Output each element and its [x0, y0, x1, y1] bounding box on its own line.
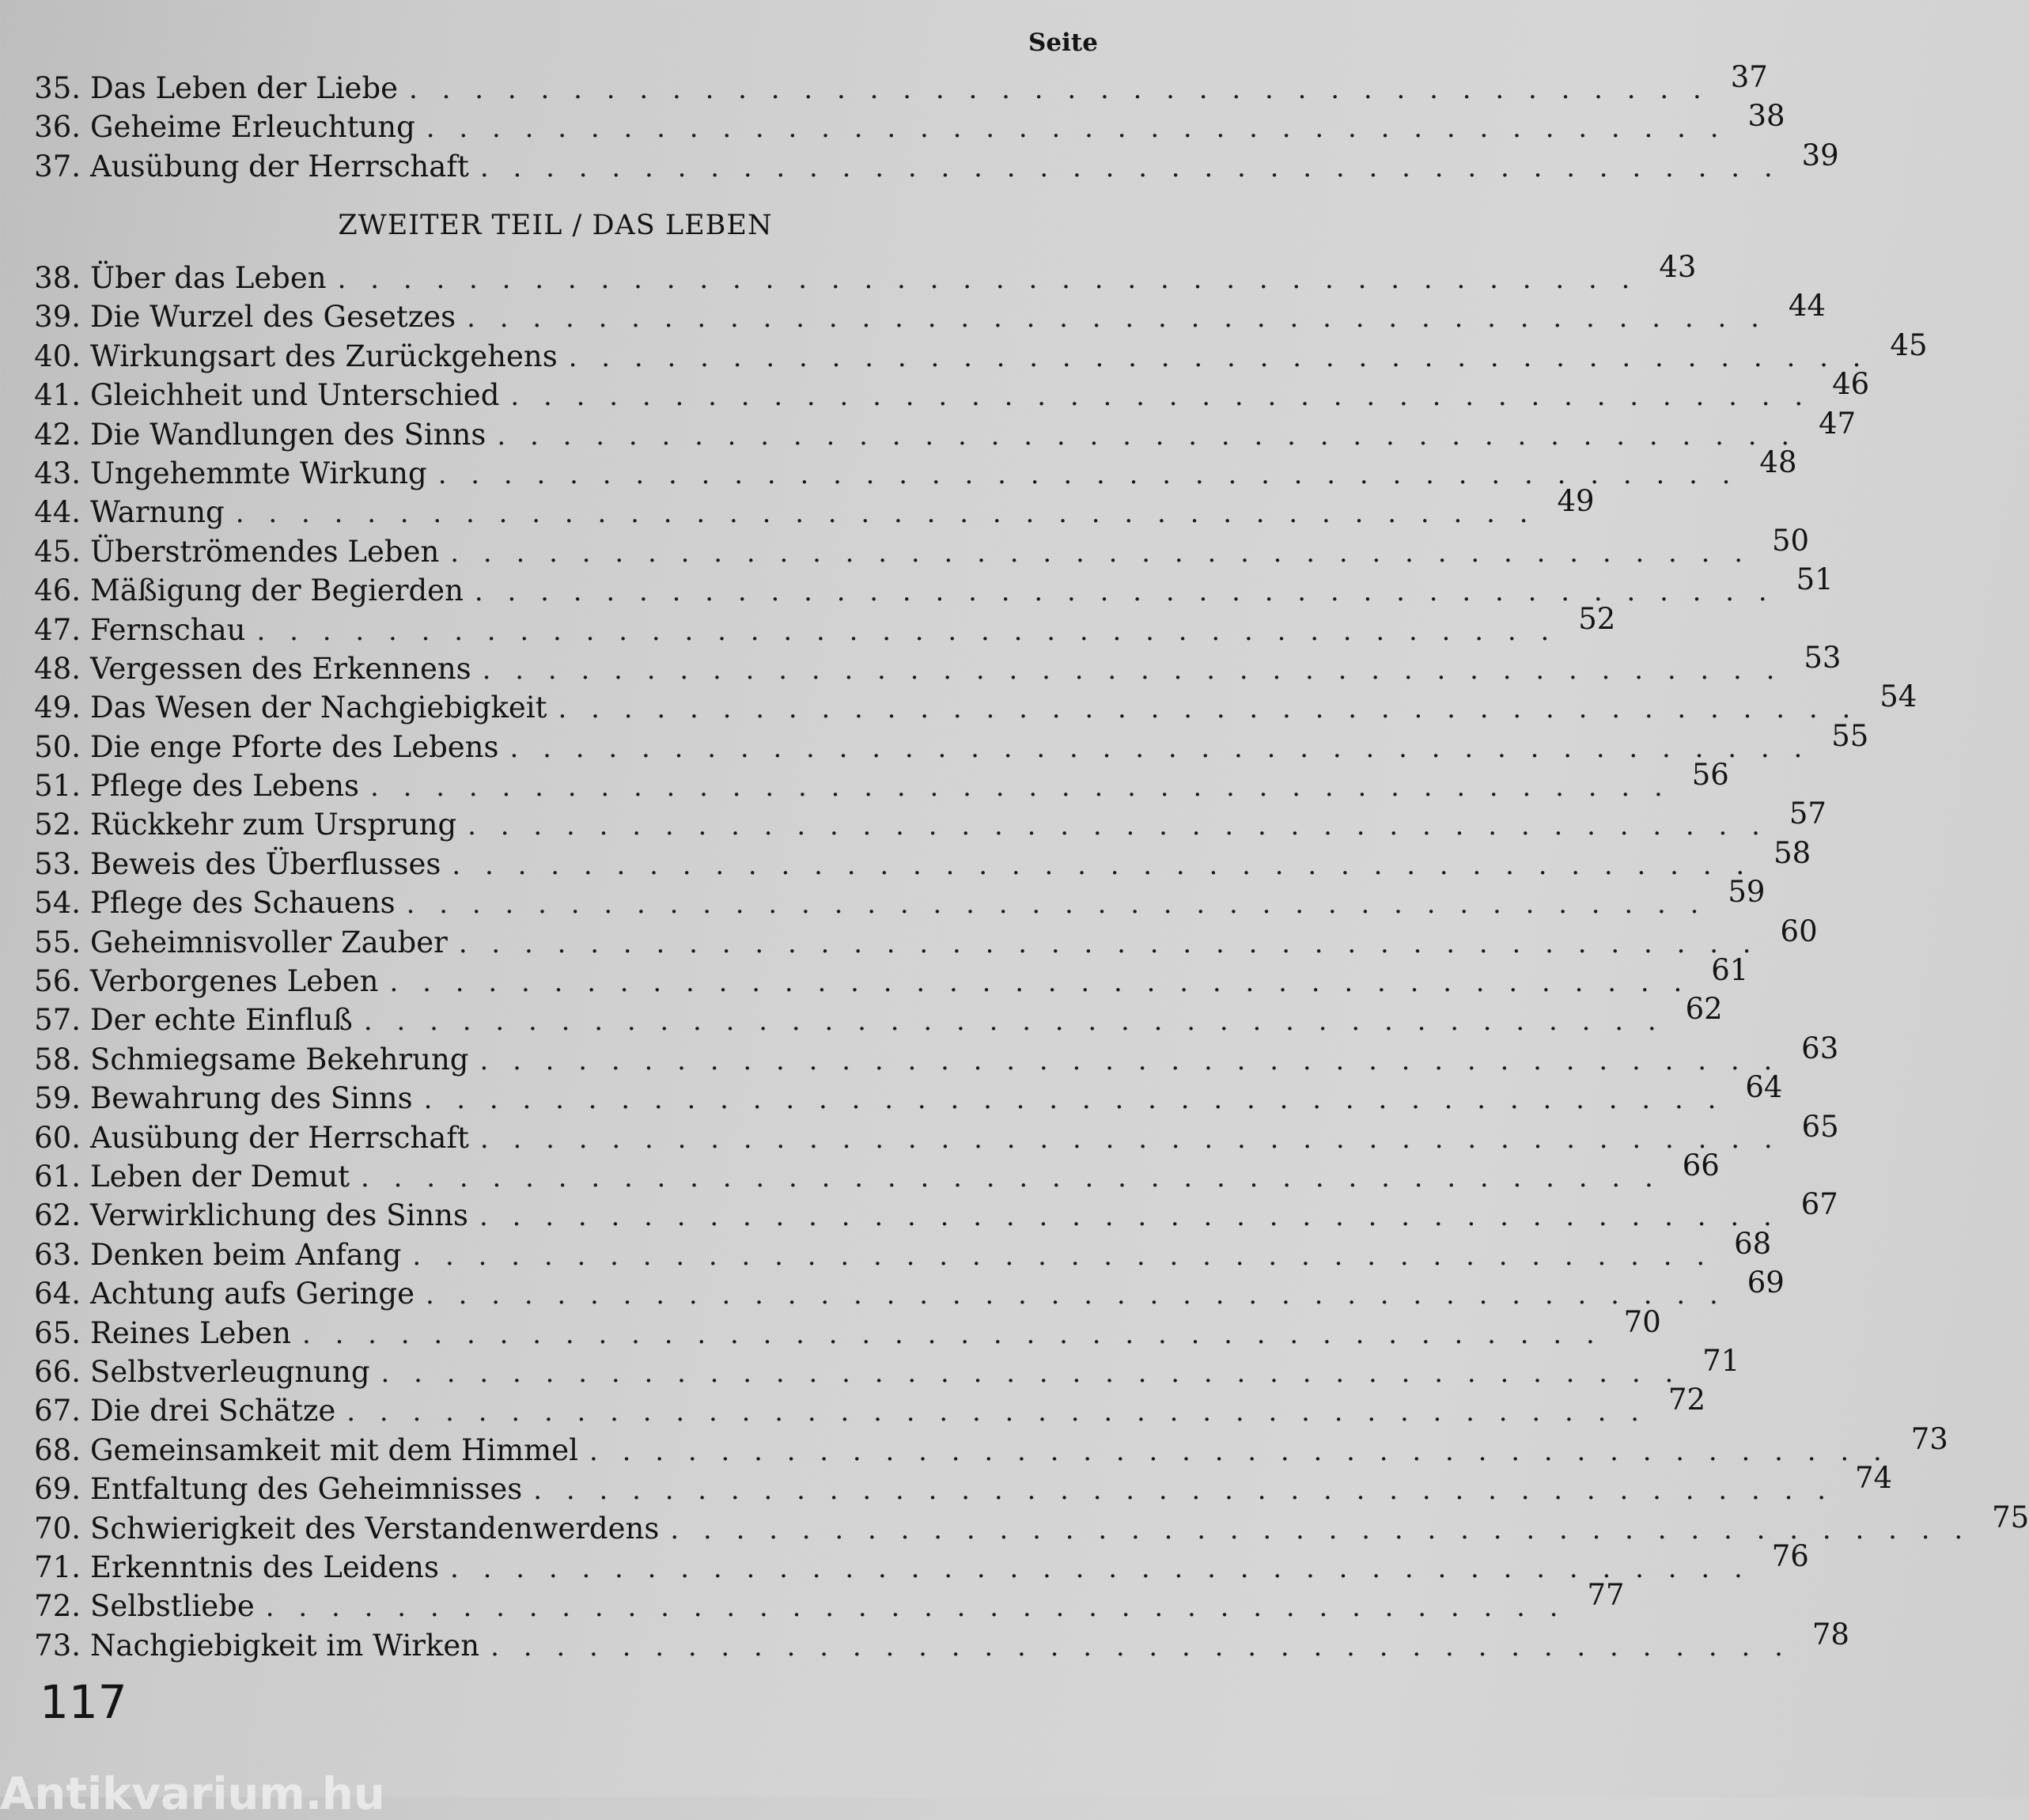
entry-title: Die enge Pforte des Lebens: [90, 729, 499, 764]
toc-entry: [32, 679, 1917, 729]
entry-title: Leben der Demut: [90, 1159, 350, 1194]
toc-list-part1: [32, 60, 1839, 188]
entry-number: 47.: [34, 612, 81, 647]
entry-title: Schmiegsame Bekehrung: [90, 1042, 469, 1076]
entry-page: 59: [1728, 875, 1766, 910]
leader-dots: . . . . . . . . . . . . . . . . . . . . . . . . . . . . . . . . . . . . . . . .: [412, 1239, 1713, 1272]
watermark-text: Antikvarium.hu: [0, 1769, 385, 1820]
entry-page: 56: [1691, 758, 1729, 793]
leader-dots: . . . . . . . . . . . . . . . . . . . . . . . . . . . . . . . . . . . . . . . .: [370, 771, 1671, 804]
entry-title: Entfaltung des Geheimnisses: [90, 1472, 523, 1507]
entry-number: 72.: [34, 1589, 81, 1624]
entry-title: Gleichheit und Unterschied: [90, 378, 500, 413]
leader-dots: . . . . . . . . . . . . . . . . . . . . . . . . . . . . . . . . . . . . . . . .: [479, 151, 1781, 184]
leader-dots: . . . . . . . . . . . . . . . . . . . . . . . . . . . . . . . . . . . . . . . .: [479, 1201, 1780, 1233]
entry-title: Verwirklichung des Sinns: [90, 1198, 469, 1233]
leader-dots: . . . . . . . . . . . . . . . . . . . . . . . . . . . . . . . . . . . . . . . .: [406, 888, 1707, 921]
entry-title: Fernschau: [90, 612, 246, 647]
toc-entry: [32, 718, 1869, 769]
entry-page: 57: [1789, 796, 1826, 831]
toc-entry: [32, 250, 1697, 300]
entry-page: 66: [1682, 1148, 1720, 1182]
leader-dots: . . . . . . . . . . . . . . . . . . . . . . . . . . . . . . . . . . . . . . . .: [509, 732, 1811, 764]
leader-dots: . . . . . . . . . . . . . . . . . . . . . . . . . . . . . . . . . . . . . . . .: [389, 967, 1690, 999]
entry-title: Überströmendes Leben: [90, 534, 440, 569]
entry-page: 53: [1804, 640, 1842, 675]
entry-number: 70.: [34, 1511, 81, 1546]
toc-entry: [32, 1148, 1720, 1198]
toc-entry: [32, 1187, 1838, 1237]
entry-title: Achtung aufs Geringe: [90, 1277, 415, 1311]
entry-page: 58: [1773, 835, 1811, 870]
entry-number: 55.: [34, 925, 81, 959]
leader-dots: . . . . . . . . . . . . . . . . . . . . . . . . . . . . . . . . . . . . . . . .: [568, 341, 1869, 373]
leader-dots: . . . . . . . . . . . . . . . . . . . . . . . . . . . . . . . . . . . . . . . .: [450, 536, 1751, 569]
toc-entry: [32, 601, 1616, 652]
toc-entry: [32, 1538, 1809, 1589]
leader-dots: . . . . . . . . . . . . . . . . . . . . . . . . . . . . . . . . . . . . . . . .: [533, 1474, 1834, 1507]
toc-entry: [32, 1617, 1849, 1667]
entry-page: 63: [1801, 1031, 1839, 1065]
entry-number: 48.: [34, 651, 81, 686]
leader-dots: . . . . . . . . . . . . . . . . . . . . . . . . . . . . . . . . . . . . . . . .: [490, 1630, 1791, 1663]
entry-number: 68.: [34, 1432, 81, 1467]
entry-number: 42.: [34, 417, 81, 452]
page-column-label: Seite: [1028, 28, 1098, 57]
toc-entry: [32, 1031, 1839, 1081]
entry-page: 44: [1788, 289, 1826, 324]
leader-dots: . . . . . . . . . . . . . . . . . . . . . . . . . . . . . . . . . . . . . . . .: [337, 263, 1638, 295]
entry-number: 58.: [34, 1042, 81, 1076]
entry-number: 67.: [34, 1394, 81, 1428]
toc-entry: [32, 1578, 1625, 1628]
leader-dots: . . . . . . . . . . . . . . . . . . . . . . . . . . . . . . . . . . . . . . . .: [479, 1044, 1781, 1076]
toc-entry: [32, 289, 1826, 339]
entry-page: 38: [1747, 99, 1785, 134]
entry-page: 68: [1734, 1226, 1772, 1261]
entry-title: Pflege des Schauens: [90, 886, 396, 921]
entry-number: 53.: [34, 846, 81, 881]
entry-number: 52.: [34, 808, 81, 842]
toc-entry: [32, 367, 1870, 417]
entry-page: 52: [1578, 601, 1616, 636]
leader-dots: . . . . . . . . . . . . . . . . . . . . . . . . . . . . . . . . . . . . . . . .: [558, 693, 1859, 725]
entry-page: 73: [1910, 1421, 1948, 1456]
entry-title: Denken beim Anfang: [90, 1237, 402, 1272]
toc-entry: [32, 445, 1797, 495]
entry-title: Beweis des Überflusses: [90, 846, 441, 881]
entry-number: 69.: [34, 1472, 81, 1507]
entry-title: Ausübung der Herrschaft: [90, 1120, 469, 1155]
entry-number: 38.: [34, 261, 81, 295]
entry-title: Das Wesen der Nachgiebigkeit: [90, 691, 547, 725]
toc-entry: [32, 60, 1768, 110]
toc-entry: [32, 1266, 1785, 1315]
entry-page: 46: [1832, 367, 1870, 402]
toc-entry: [32, 138, 1839, 188]
entry-page: 51: [1796, 562, 1834, 597]
entry-page: 78: [1811, 1617, 1849, 1652]
entry-page: 39: [1801, 138, 1839, 172]
entry-title: Mäßigung der Begierden: [90, 573, 464, 608]
toc-entry: [32, 640, 1842, 691]
leader-dots: . . . . . . . . . . . . . . . . . . . . . . . . . . . . . . . . . . . . . . . .: [423, 1084, 1724, 1116]
toc-entry: [32, 523, 1810, 573]
entry-title: Über das Leben: [90, 261, 327, 295]
leader-dots: . . . . . . . . . . . . . . . . . . . . . . . . . . . . . . . . . . . . . . . .: [589, 1435, 1890, 1467]
entry-number: 44.: [34, 495, 81, 530]
leader-dots: . . . . . . . . . . . . . . . . . . . . . . . . . . . . . . . . . . . . . . . .: [265, 1591, 1566, 1624]
leader-dots: . . . . . . . . . . . . . . . . . . . . . . . . . . . . . . . . . . . . . . . .: [361, 1161, 1661, 1194]
entry-page: 62: [1685, 992, 1723, 1027]
entry-page: 75: [1992, 1500, 2029, 1534]
entry-title: Selbstliebe: [90, 1589, 255, 1624]
leader-dots: . . . . . . . . . . . . . . . . . . . . . . . . . . . . . . . . . . . . . . . .: [474, 576, 1775, 608]
entry-page: 50: [1772, 523, 1810, 558]
toc-entry: [32, 1070, 1783, 1120]
entry-title: Geheimnisvoller Zauber: [90, 925, 448, 959]
entry-number: 60.: [34, 1120, 81, 1155]
entry-number: 63.: [34, 1237, 81, 1272]
toc-entry: [32, 1421, 1948, 1472]
toc-entry: [32, 484, 1595, 534]
entry-number: 36.: [34, 110, 81, 145]
toc-entry: [32, 914, 1818, 964]
entry-number: 66.: [34, 1354, 81, 1389]
toc-list-part2: [32, 250, 2029, 1667]
entry-number: 61.: [34, 1159, 81, 1194]
entry-page: 74: [1854, 1461, 1893, 1496]
entry-page: 72: [1667, 1383, 1706, 1417]
leader-dots: . . . . . . . . . . . . . . . . . . . . . . . . . . . . . . . . . . . . . . . .: [437, 458, 1739, 490]
leader-dots: . . . . . . . . . . . . . . . . . . . . . . . . . . . . . . . . . . . . . . . .: [482, 653, 1783, 686]
entry-page: 69: [1747, 1266, 1785, 1300]
toc-entry: [32, 758, 1729, 808]
leader-dots: . . . . . . . . . . . . . . . . . . . . . . . . . . . . . . . . . . . . . . . .: [670, 1513, 1971, 1546]
entry-title: Die drei Schätze: [90, 1394, 336, 1428]
entry-title: Bewahrung des Sinns: [90, 1081, 413, 1116]
toc-entry: [32, 1383, 1706, 1432]
leader-dots: . . . . . . . . . . . . . . . . . . . . . . . . . . . . . . . . . . . . . . . .: [452, 849, 1753, 881]
entry-number: 39.: [34, 300, 81, 335]
entry-page: 48: [1759, 445, 1797, 479]
leader-dots: . . . . . . . . . . . . . . . . . . . . . . . . . . . . . . . . . . . . . . . .: [256, 615, 1558, 647]
entry-title: Verborgenes Leben: [90, 964, 379, 999]
entry-page: 47: [1819, 406, 1857, 441]
entry-title: Rückkehr zum Ursprung: [90, 808, 457, 842]
entry-title: Schwierigkeit des Verstandenwerdens: [90, 1511, 660, 1546]
entry-page: 60: [1780, 914, 1818, 948]
leader-dots: . . . . . . . . . . . . . . . . . . . . . . . . . . . . . . . . . . . . . . . .: [235, 498, 1536, 530]
entry-page: 77: [1587, 1578, 1625, 1613]
toc-entry: [32, 562, 1834, 612]
entry-title: Geheime Erleuchtung: [90, 110, 415, 145]
leader-dots: . . . . . . . . . . . . . . . . . . . . . . . . . . . . . . . . . . . . . . . .: [409, 74, 1709, 105]
entry-title: Die Wandlungen des Sinns: [90, 417, 486, 452]
entry-number: 65.: [34, 1315, 81, 1350]
entry-title: Selbstverleugnung: [90, 1354, 370, 1389]
entry-page: 70: [1623, 1304, 1661, 1339]
entry-page: 43: [1659, 250, 1697, 284]
toc-entry: [32, 1304, 1661, 1355]
toc-entry: [32, 1343, 1740, 1394]
entry-page: 64: [1745, 1070, 1783, 1105]
leader-dots: . . . . . . . . . . . . . . . . . . . . . . . . . . . . . . . . . . . . . . . .: [479, 1122, 1781, 1155]
toc-entry: [32, 99, 1785, 149]
section-heading: ZWEITER TEIL / DAS LEBEN: [338, 210, 773, 241]
entry-page: 37: [1730, 60, 1768, 94]
toc-entry: [32, 327, 1928, 378]
entry-number: 46.: [34, 573, 81, 608]
leader-dots: . . . . . . . . . . . . . . . . . . . . . . . . . . . . . . . . . . . . . . . .: [497, 419, 1798, 452]
entry-title: Die Wurzel des Gesetzes: [90, 300, 456, 335]
entry-title: Pflege des Lebens: [90, 769, 360, 804]
toc-entry: [32, 1226, 1772, 1277]
entry-number: 43.: [34, 456, 81, 490]
entry-number: 56.: [34, 964, 81, 999]
toc-entry: [32, 406, 1857, 456]
entry-number: 50.: [34, 729, 81, 764]
entry-number: 62.: [34, 1198, 81, 1233]
entry-number: 59.: [34, 1081, 81, 1116]
entry-number: 71.: [34, 1549, 81, 1584]
entry-number: 54.: [34, 886, 81, 921]
entry-number: 64.: [34, 1277, 81, 1311]
entry-title: Gemeinsamkeit mit dem Himmel: [90, 1432, 578, 1467]
entry-number: 57.: [34, 1003, 81, 1038]
entry-title: Warnung: [90, 495, 225, 530]
entry-number: 35.: [34, 71, 81, 105]
leader-dots: . . . . . . . . . . . . . . . . . . . . . . . . . . . . . . . . . . . . . . . .: [449, 1552, 1751, 1584]
entry-page: 54: [1879, 679, 1917, 714]
entry-title: Ungehemmte Wirkung: [90, 456, 427, 490]
entry-number: 51.: [34, 769, 81, 804]
entry-page: 61: [1711, 953, 1749, 988]
leader-dots: . . . . . . . . . . . . . . . . . . . . . . . . . . . . . . . . . . . . . . . .: [458, 927, 1759, 959]
leader-dots: . . . . . . . . . . . . . . . . . . . . . . . . . . . . . . . . . . . . . . . .: [426, 112, 1727, 145]
entry-number: 73.: [34, 1628, 81, 1663]
entry-title: Erkenntnis des Leidens: [90, 1549, 439, 1584]
entry-number: 41.: [34, 378, 81, 413]
leader-dots: . . . . . . . . . . . . . . . . . . . . . . . . . . . . . . . . . . . . . . . .: [468, 810, 1768, 842]
leader-dots: . . . . . . . . . . . . . . . . . . . . . . . . . . . . . . . . . . . . . . . .: [467, 302, 1767, 335]
entry-page: 67: [1800, 1187, 1838, 1222]
toc-entry: [32, 875, 1766, 925]
entry-title: Nachgiebigkeit im Wirken: [90, 1628, 480, 1663]
page-number: 117: [40, 1675, 127, 1729]
leader-dots: . . . . . . . . . . . . . . . . . . . . . . . . . . . . . . . . . . . . . . . .: [346, 1396, 1648, 1428]
toc-entry: [32, 835, 1811, 886]
entry-page: 55: [1831, 718, 1869, 753]
leader-dots: . . . . . . . . . . . . . . . . . . . . . . . . . . . . . . . . . . . . . . . .: [301, 1318, 1603, 1350]
entry-title: Ausübung der Herrschaft: [90, 149, 469, 184]
entry-title: Das Leben der Liebe: [90, 71, 399, 105]
entry-page: 65: [1801, 1109, 1839, 1144]
toc-entry: [32, 1500, 2029, 1550]
entry-page: 76: [1771, 1538, 1809, 1573]
entry-number: 49.: [34, 691, 81, 725]
entry-title: Reines Leben: [90, 1315, 291, 1350]
leader-dots: . . . . . . . . . . . . . . . . . . . . . . . . . . . . . . . . . . . . . . . .: [425, 1279, 1726, 1311]
leader-dots: . . . . . . . . . . . . . . . . . . . . . . . . . . . . . . . . . . . . . . . .: [510, 380, 1811, 413]
leader-dots: . . . . . . . . . . . . . . . . . . . . . . . . . . . . . . . . . . . . . . . .: [380, 1356, 1682, 1389]
entry-title: Der echte Einfluß: [90, 1003, 353, 1038]
entry-title: Wirkungsart des Zurückgehens: [90, 339, 558, 373]
toc-entry: [32, 796, 1826, 846]
entry-number: 45.: [34, 534, 81, 569]
toc-entry: [32, 953, 1749, 1003]
entry-page: 45: [1890, 327, 1928, 362]
toc-entry: [32, 1461, 1893, 1511]
entry-number: 40.: [34, 339, 81, 373]
toc-entry: [32, 992, 1723, 1042]
leader-dots: . . . . . . . . . . . . . . . . . . . . . . . . . . . . . . . . . . . . . . . .: [363, 1005, 1664, 1038]
toc-entry: [32, 1109, 1839, 1160]
entry-number: 37.: [34, 149, 81, 184]
entry-page: 71: [1702, 1343, 1740, 1378]
entry-title: Vergessen des Erkennens: [90, 651, 471, 686]
entry-page: 49: [1557, 484, 1595, 519]
